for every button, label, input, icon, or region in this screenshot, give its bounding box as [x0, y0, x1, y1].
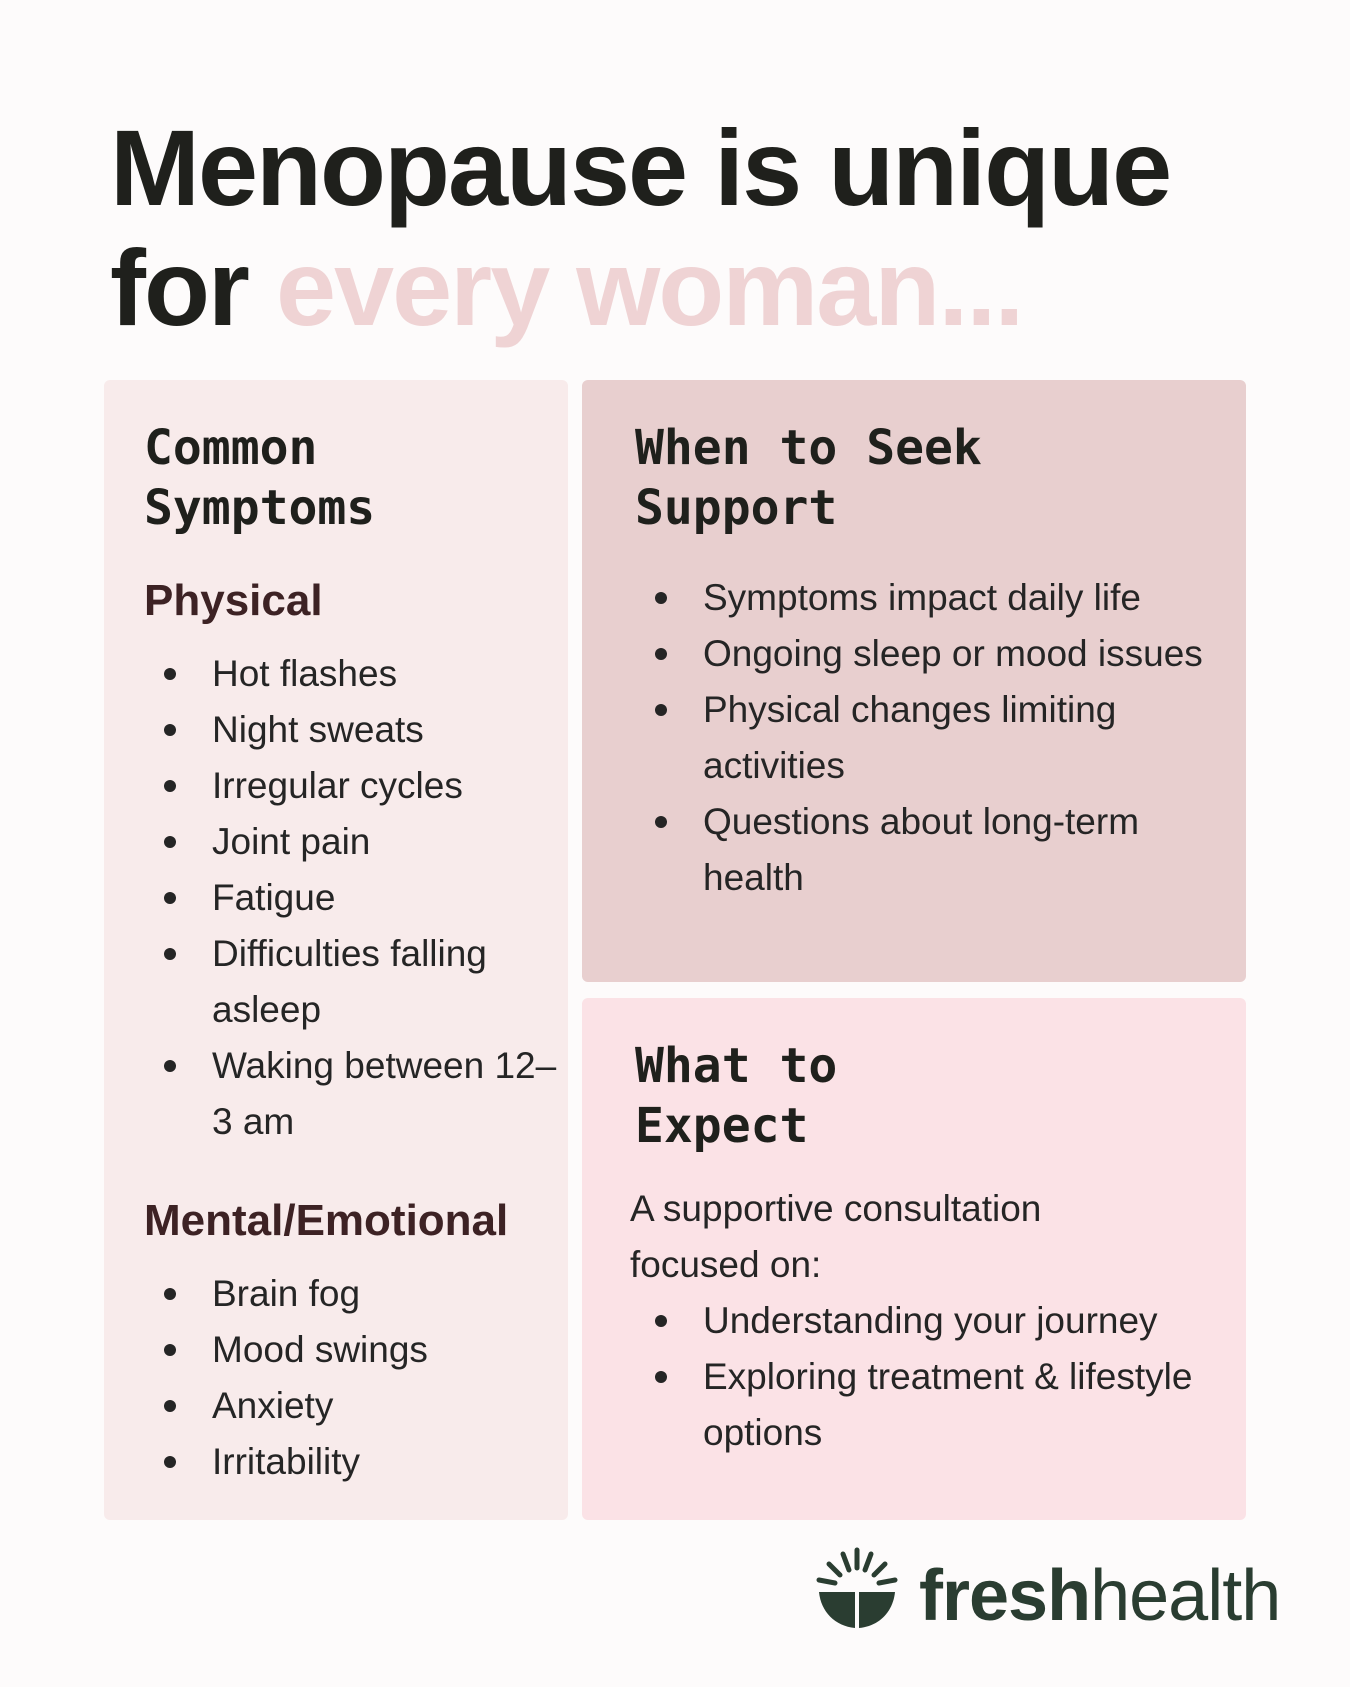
- seek-support-card: [582, 380, 1246, 982]
- freshhealth-wordmark: [919, 1554, 1280, 1638]
- what-to-expect-heading-line-2: Expect: [635, 1098, 809, 1154]
- seek-support-heading: [635, 418, 982, 538]
- list-item: Waking between 12–3 am: [144, 1038, 564, 1150]
- list-item: Difficulties falling asleep: [144, 926, 564, 1038]
- wordmark-fresh: fresh: [919, 1556, 1091, 1636]
- sunrise-sprout-icon: [815, 1546, 903, 1630]
- seek-support-list: [635, 570, 1215, 906]
- list-item: Fatigue: [144, 870, 564, 926]
- list-item: Questions about long-term health: [635, 794, 1215, 906]
- what-to-expect-card: [582, 998, 1246, 1520]
- list-item: Exploring treatment & lifestyle options: [635, 1349, 1215, 1461]
- what-to-expect-list: [635, 1293, 1215, 1461]
- list-item: Night sweats: [144, 702, 564, 758]
- page-title: [110, 108, 1260, 348]
- seek-support-heading-line-2: Support: [635, 480, 838, 536]
- list-item: Hot flashes: [144, 646, 564, 702]
- list-item: Mood swings: [144, 1322, 564, 1378]
- list-item: Joint pain: [144, 814, 564, 870]
- title-line-1: Menopause is unique: [110, 107, 1171, 228]
- common-symptoms-heading: [144, 418, 375, 538]
- list-item: Irritability: [144, 1434, 564, 1490]
- seek-support-heading-line-1: When to Seek: [635, 420, 982, 476]
- list-item: Physical changes limiting activities: [635, 682, 1215, 794]
- list-item: Symptoms impact daily life: [635, 570, 1215, 626]
- physical-heading: Physical: [144, 576, 323, 625]
- title-line-2-prefix: for: [110, 227, 248, 348]
- physical-symptoms-list: [144, 646, 564, 1150]
- title-line-2-accent: every woman...: [275, 227, 1023, 348]
- common-symptoms-card: [104, 380, 568, 1520]
- common-symptoms-heading-line-1: Common: [144, 420, 318, 476]
- list-item: Anxiety: [144, 1378, 564, 1434]
- list-item: Ongoing sleep or mood issues: [635, 626, 1215, 682]
- mental-emotional-heading: Mental/Emotional: [144, 1196, 509, 1245]
- list-item: Understanding your journey: [635, 1293, 1215, 1349]
- what-to-expect-intro: A supportive consultation focused on:: [630, 1188, 1042, 1285]
- wordmark-health: health: [1090, 1556, 1281, 1636]
- common-symptoms-heading-line-2: Symptoms: [144, 480, 376, 536]
- mental-emotional-symptoms-list: [144, 1266, 564, 1490]
- list-item: Brain fog: [144, 1266, 564, 1322]
- freshhealth-logo: [815, 1546, 1281, 1646]
- what-to-expect-heading: [635, 1036, 837, 1156]
- list-item: Irregular cycles: [144, 758, 564, 814]
- what-to-expect-heading-line-1: What to: [635, 1038, 838, 1094]
